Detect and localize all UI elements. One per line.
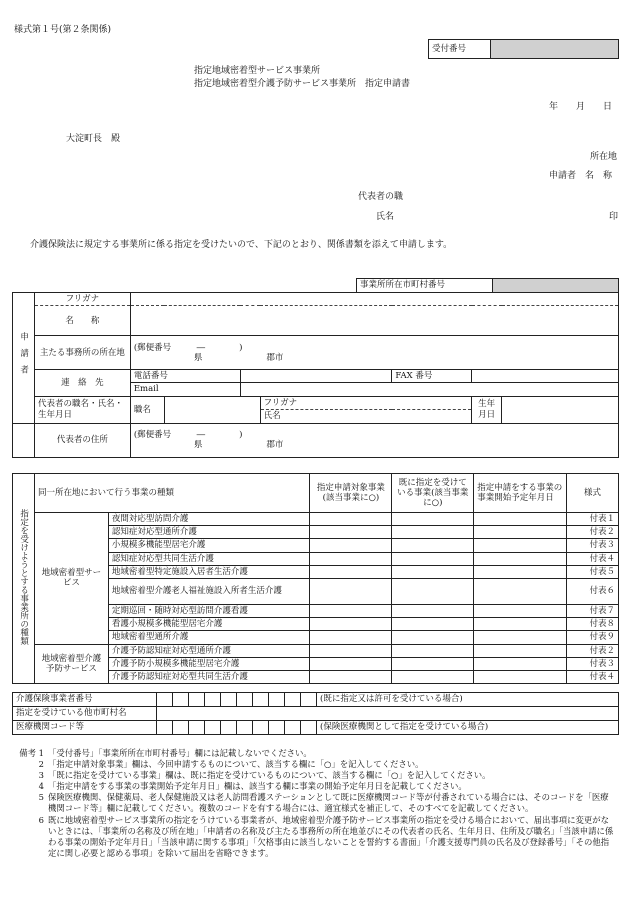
existing-cell[interactable] xyxy=(392,631,474,644)
note-text: 既に地域密着型サービス事業所の指定をうけている事業者が、地域密着型介護予防サービス事業所の指定を受ける場合において、届出事項に変更がないときには、「事業所の名称及び所在地」「申請者の名称及び主たる事務所の所在地並びにその代表者の氏名、生年月日、住所及び職名」「当該申請に係わる事業の開始予定年月日」「当該申請に関する事項」「欠格事由に該当しないことを誓約する書面」「介護支援専門員の氏名及び登録番号」「その他指定に関し必要と認める事項」を除いて届出を省略できます。 xyxy=(48,814,614,858)
prefecture-label-2: 県 xyxy=(193,440,203,451)
form-ref: 付表６ xyxy=(567,578,619,604)
representative-title-label: 代表者の職 xyxy=(358,192,404,202)
municipality-code-label: 事業所所在市町村番号 xyxy=(357,279,493,293)
representative-label: 代表者の職名・氏名・生年月日 xyxy=(34,396,130,423)
phone-field[interactable] xyxy=(240,370,392,383)
note-item: 備考 1 「受付番号」「事業所所在市町村番号」欄には記載しないでください。 xyxy=(16,748,616,759)
other-municipality-label: 指定を受けている他市町村名 xyxy=(13,707,157,721)
email-label: Email xyxy=(130,383,240,396)
group-label-preventive: 地域密着型介護予防サービス xyxy=(34,644,108,684)
insurer-note: (既に指定又は許可を受けている場合) xyxy=(317,693,619,707)
note-number: 3 xyxy=(38,770,44,781)
medical-digit-1[interactable] xyxy=(157,721,173,735)
start-date-cell[interactable] xyxy=(474,631,567,644)
form-ref: 付表４ xyxy=(567,670,619,683)
start-date-cell[interactable] xyxy=(474,565,567,578)
form-ref: 付表７ xyxy=(567,604,619,617)
post-label: 職名 xyxy=(130,396,164,423)
applicant-table xyxy=(12,292,619,458)
start-date-cell[interactable] xyxy=(474,657,567,670)
insurer-number-label: 介護保険事業者番号 xyxy=(13,693,157,707)
medical-digit-6[interactable] xyxy=(237,721,253,735)
target-cell[interactable] xyxy=(310,539,392,552)
existing-cell[interactable] xyxy=(392,539,474,552)
receipt-number-label: 受付番号 xyxy=(429,40,491,59)
insurer-digit-3[interactable] xyxy=(189,693,205,707)
furigana-field[interactable] xyxy=(130,293,618,306)
service-row-name: 介護予防認知症対応型共同生活介護 xyxy=(108,670,310,683)
postal-code-label-2: (郵便番号 ― ) xyxy=(133,430,243,441)
target-cell[interactable] xyxy=(310,513,392,526)
service-row-name: 看護小規模多機能型居宅介護 xyxy=(108,618,310,631)
insurer-digit-9[interactable] xyxy=(285,693,301,707)
note-item xyxy=(16,792,616,814)
form-ref: 付表５ xyxy=(567,565,619,578)
existing-cell[interactable] xyxy=(392,565,474,578)
rep-address-label: 代表者の住所 xyxy=(34,423,130,457)
email-field[interactable] xyxy=(240,383,618,396)
form-ref: 付表３ xyxy=(567,657,619,670)
service-row-name: 地域密着型通所介護 xyxy=(108,631,310,644)
existing-cell[interactable] xyxy=(392,670,474,683)
service-row-name: 定期巡回・随時対応型訪問介護看護 xyxy=(108,604,310,617)
medical-digit-2[interactable] xyxy=(173,721,189,735)
existing-cell[interactable] xyxy=(392,526,474,539)
form-ref: 付表２ xyxy=(567,644,619,657)
seal-mark: 印 xyxy=(609,212,619,222)
name-label: 名 称 xyxy=(34,306,130,336)
service-row-name: 地域密着型介護老人福祉施設入所者生活介護 xyxy=(108,578,310,604)
city-label: 郡市 xyxy=(266,352,284,363)
application-statement: 介護保険法に規定する事業所に係る指定を受けたいので、下記のとおり、関係書類を添えて申請します。 xyxy=(30,240,453,250)
note-number: 6 xyxy=(38,814,44,825)
target-cell[interactable] xyxy=(310,604,392,617)
target-cell[interactable] xyxy=(310,565,392,578)
target-cell[interactable] xyxy=(310,578,392,604)
col-header-existing: 既に指定を受けている事業(該当事業に○) xyxy=(392,474,474,513)
target-cell[interactable] xyxy=(310,644,392,657)
applicant-name-label: 申請者 名 称 xyxy=(549,171,613,181)
insurer-digit-2[interactable] xyxy=(173,693,189,707)
target-cell[interactable] xyxy=(310,552,392,565)
birth-date-field[interactable] xyxy=(502,396,619,423)
medical-digit-7[interactable] xyxy=(253,721,269,735)
note-number: 5 xyxy=(38,792,44,803)
municipality-code-field[interactable] xyxy=(493,279,619,293)
note-item xyxy=(16,781,616,792)
medical-code-label: 医療機関コード等 xyxy=(13,721,157,735)
office-address-field[interactable] xyxy=(130,336,618,370)
form-number: 様式第１号(第２条関係) xyxy=(14,25,112,35)
applicant-side-label: 申請者 xyxy=(13,293,35,424)
notes-section xyxy=(16,748,616,859)
target-cell[interactable] xyxy=(310,631,392,644)
insurer-digit-1[interactable] xyxy=(157,693,173,707)
medical-digit-8[interactable] xyxy=(269,721,285,735)
start-date-cell[interactable] xyxy=(474,644,567,657)
start-date-cell[interactable] xyxy=(474,670,567,683)
col-header-target: 指定申請対象事業(該当事業に○) xyxy=(310,474,392,513)
insurer-digit-10[interactable] xyxy=(301,693,317,707)
target-cell[interactable] xyxy=(310,526,392,539)
rep-name-label: 氏名 xyxy=(260,409,472,423)
existing-cell[interactable] xyxy=(392,552,474,565)
furigana-label: フリガナ xyxy=(34,293,130,306)
rep-address-field[interactable] xyxy=(130,423,618,457)
representative-name-label: 氏名 xyxy=(376,212,395,222)
start-date-cell[interactable] xyxy=(474,552,567,565)
medical-digit-5[interactable] xyxy=(221,721,237,735)
form-ref: 付表３ xyxy=(567,539,619,552)
note-number: 2 xyxy=(38,759,44,770)
prefecture-label: 県 xyxy=(193,352,203,363)
insurer-digit-5[interactable] xyxy=(221,693,237,707)
form-ref: 付表８ xyxy=(567,618,619,631)
service-row-name: 介護予防認知症対応型通所介護 xyxy=(108,644,310,657)
service-row-name: 小規模多機能型居宅介護 xyxy=(108,539,310,552)
date-field[interactable]: 年 月 日 xyxy=(549,102,613,112)
receipt-number-box xyxy=(428,39,619,59)
medical-digit-9[interactable] xyxy=(285,721,301,735)
city-label-2: 郡市 xyxy=(266,440,284,451)
existing-cell[interactable] xyxy=(392,513,474,526)
target-cell[interactable] xyxy=(310,657,392,670)
rep-furigana-label: フリガナ xyxy=(260,396,472,409)
note-text: 「受付番号」「事業所所在市町村番号」欄には記載しないでください。 xyxy=(48,748,312,758)
medical-digit-3[interactable] xyxy=(189,721,205,735)
note-item xyxy=(16,815,616,859)
receipt-number-field[interactable] xyxy=(491,40,619,59)
other-municipality-field[interactable] xyxy=(157,707,619,721)
medical-digit-4[interactable] xyxy=(205,721,221,735)
service-type-table xyxy=(12,473,619,684)
note-text: 「指定申請をする事業の事業開始予定年月日」欄は、該当する欄に事業の開始予定年月日を記載してください。 xyxy=(48,781,467,792)
col-header-start: 指定申請をする事業の事業開始予定年月日 xyxy=(474,474,567,513)
note-item xyxy=(16,770,616,781)
target-cell[interactable] xyxy=(310,618,392,631)
insurer-digit-8[interactable] xyxy=(269,693,285,707)
note-number: 4 xyxy=(38,781,44,792)
notes-title: 備考 xyxy=(19,748,36,758)
start-date-cell[interactable] xyxy=(474,578,567,604)
col-header-type: 同一所在地において行う事業の種類 xyxy=(34,474,310,513)
applicant-address-label: 所在地 xyxy=(590,152,618,162)
start-date-cell[interactable] xyxy=(474,539,567,552)
form-ref: 付表９ xyxy=(567,631,619,644)
bottom-info-table xyxy=(12,692,619,735)
postal-code-label: (郵便番号 ― ) xyxy=(133,342,243,353)
start-date-cell[interactable] xyxy=(474,618,567,631)
insurer-digit-7[interactable] xyxy=(253,693,269,707)
service-row-name: 介護予防小規模多機能型居宅介護 xyxy=(108,657,310,670)
target-cell[interactable] xyxy=(310,670,392,683)
existing-cell[interactable] xyxy=(392,657,474,670)
medical-digit-10[interactable] xyxy=(301,721,317,735)
insurer-digit-6[interactable] xyxy=(237,693,253,707)
service-row-name: 地域密着型特定施設入居者生活介護 xyxy=(108,565,310,578)
municipality-code-box xyxy=(356,278,619,293)
insurer-digit-4[interactable] xyxy=(205,693,221,707)
existing-cell[interactable] xyxy=(392,618,474,631)
name-field[interactable] xyxy=(130,306,618,336)
start-date-cell[interactable] xyxy=(474,604,567,617)
note-text: 「既に指定を受けている事業」欄は、既に指定を受けているものについて、該当する欄に「○」を記入してください。 xyxy=(48,770,491,781)
service-row-name: 認知症対応型共同生活介護 xyxy=(108,552,310,565)
phone-label: 電話番号 xyxy=(130,370,240,383)
fax-label: FAX 番号 xyxy=(392,370,472,383)
fax-field[interactable] xyxy=(472,370,619,383)
note-item xyxy=(16,759,616,770)
contact-label: 連 絡 先 xyxy=(34,370,130,396)
service-row-name: 認知症対応型通所介護 xyxy=(108,526,310,539)
service-row-name: 夜間対応型訪問介護 xyxy=(108,513,310,526)
note-text: 「指定申請対象事業」欄は、今回申請するものについて、該当する欄に「○」を記入してください。 xyxy=(48,759,424,770)
note-text: 保険医療機関、保健薬局、老人保健施設又は老人訪問看護ステーションとして既に医療機関コード等が付番されている場合には、そのコードを「医療機関コード等」欄に記載してください。複数のコードを有する場合には、適宜様式を補正して、そのすべてを記載してください。 xyxy=(48,792,609,814)
start-date-cell[interactable] xyxy=(474,526,567,539)
addressee: 大淀町長 殿 xyxy=(66,134,121,144)
existing-cell[interactable] xyxy=(392,644,474,657)
group-label-community: 地域密着型サービス xyxy=(34,513,108,645)
existing-cell[interactable] xyxy=(392,578,474,604)
title-line-2: 指定地域密着型介護予防サービス事業所 指定申請書 xyxy=(194,79,411,89)
service-type-side-label: 指定を受けようとする事業所の種類 xyxy=(13,474,35,684)
medical-code-note: (保険医療機関として指定を受けている場合) xyxy=(317,721,619,735)
form-ref: 付表２ xyxy=(567,526,619,539)
form-ref: 付表１ xyxy=(567,513,619,526)
office-address-label: 主たる事務所の所在地 xyxy=(34,336,130,370)
existing-cell[interactable] xyxy=(392,604,474,617)
post-field[interactable] xyxy=(164,396,260,423)
start-date-cell[interactable] xyxy=(474,513,567,526)
birth-date-label: 生年月日 xyxy=(472,396,502,423)
form-ref: 付表４ xyxy=(567,552,619,565)
col-header-form: 様式 xyxy=(567,474,619,513)
title-line-1: 指定地域密着型サービス事業所 xyxy=(194,66,321,76)
